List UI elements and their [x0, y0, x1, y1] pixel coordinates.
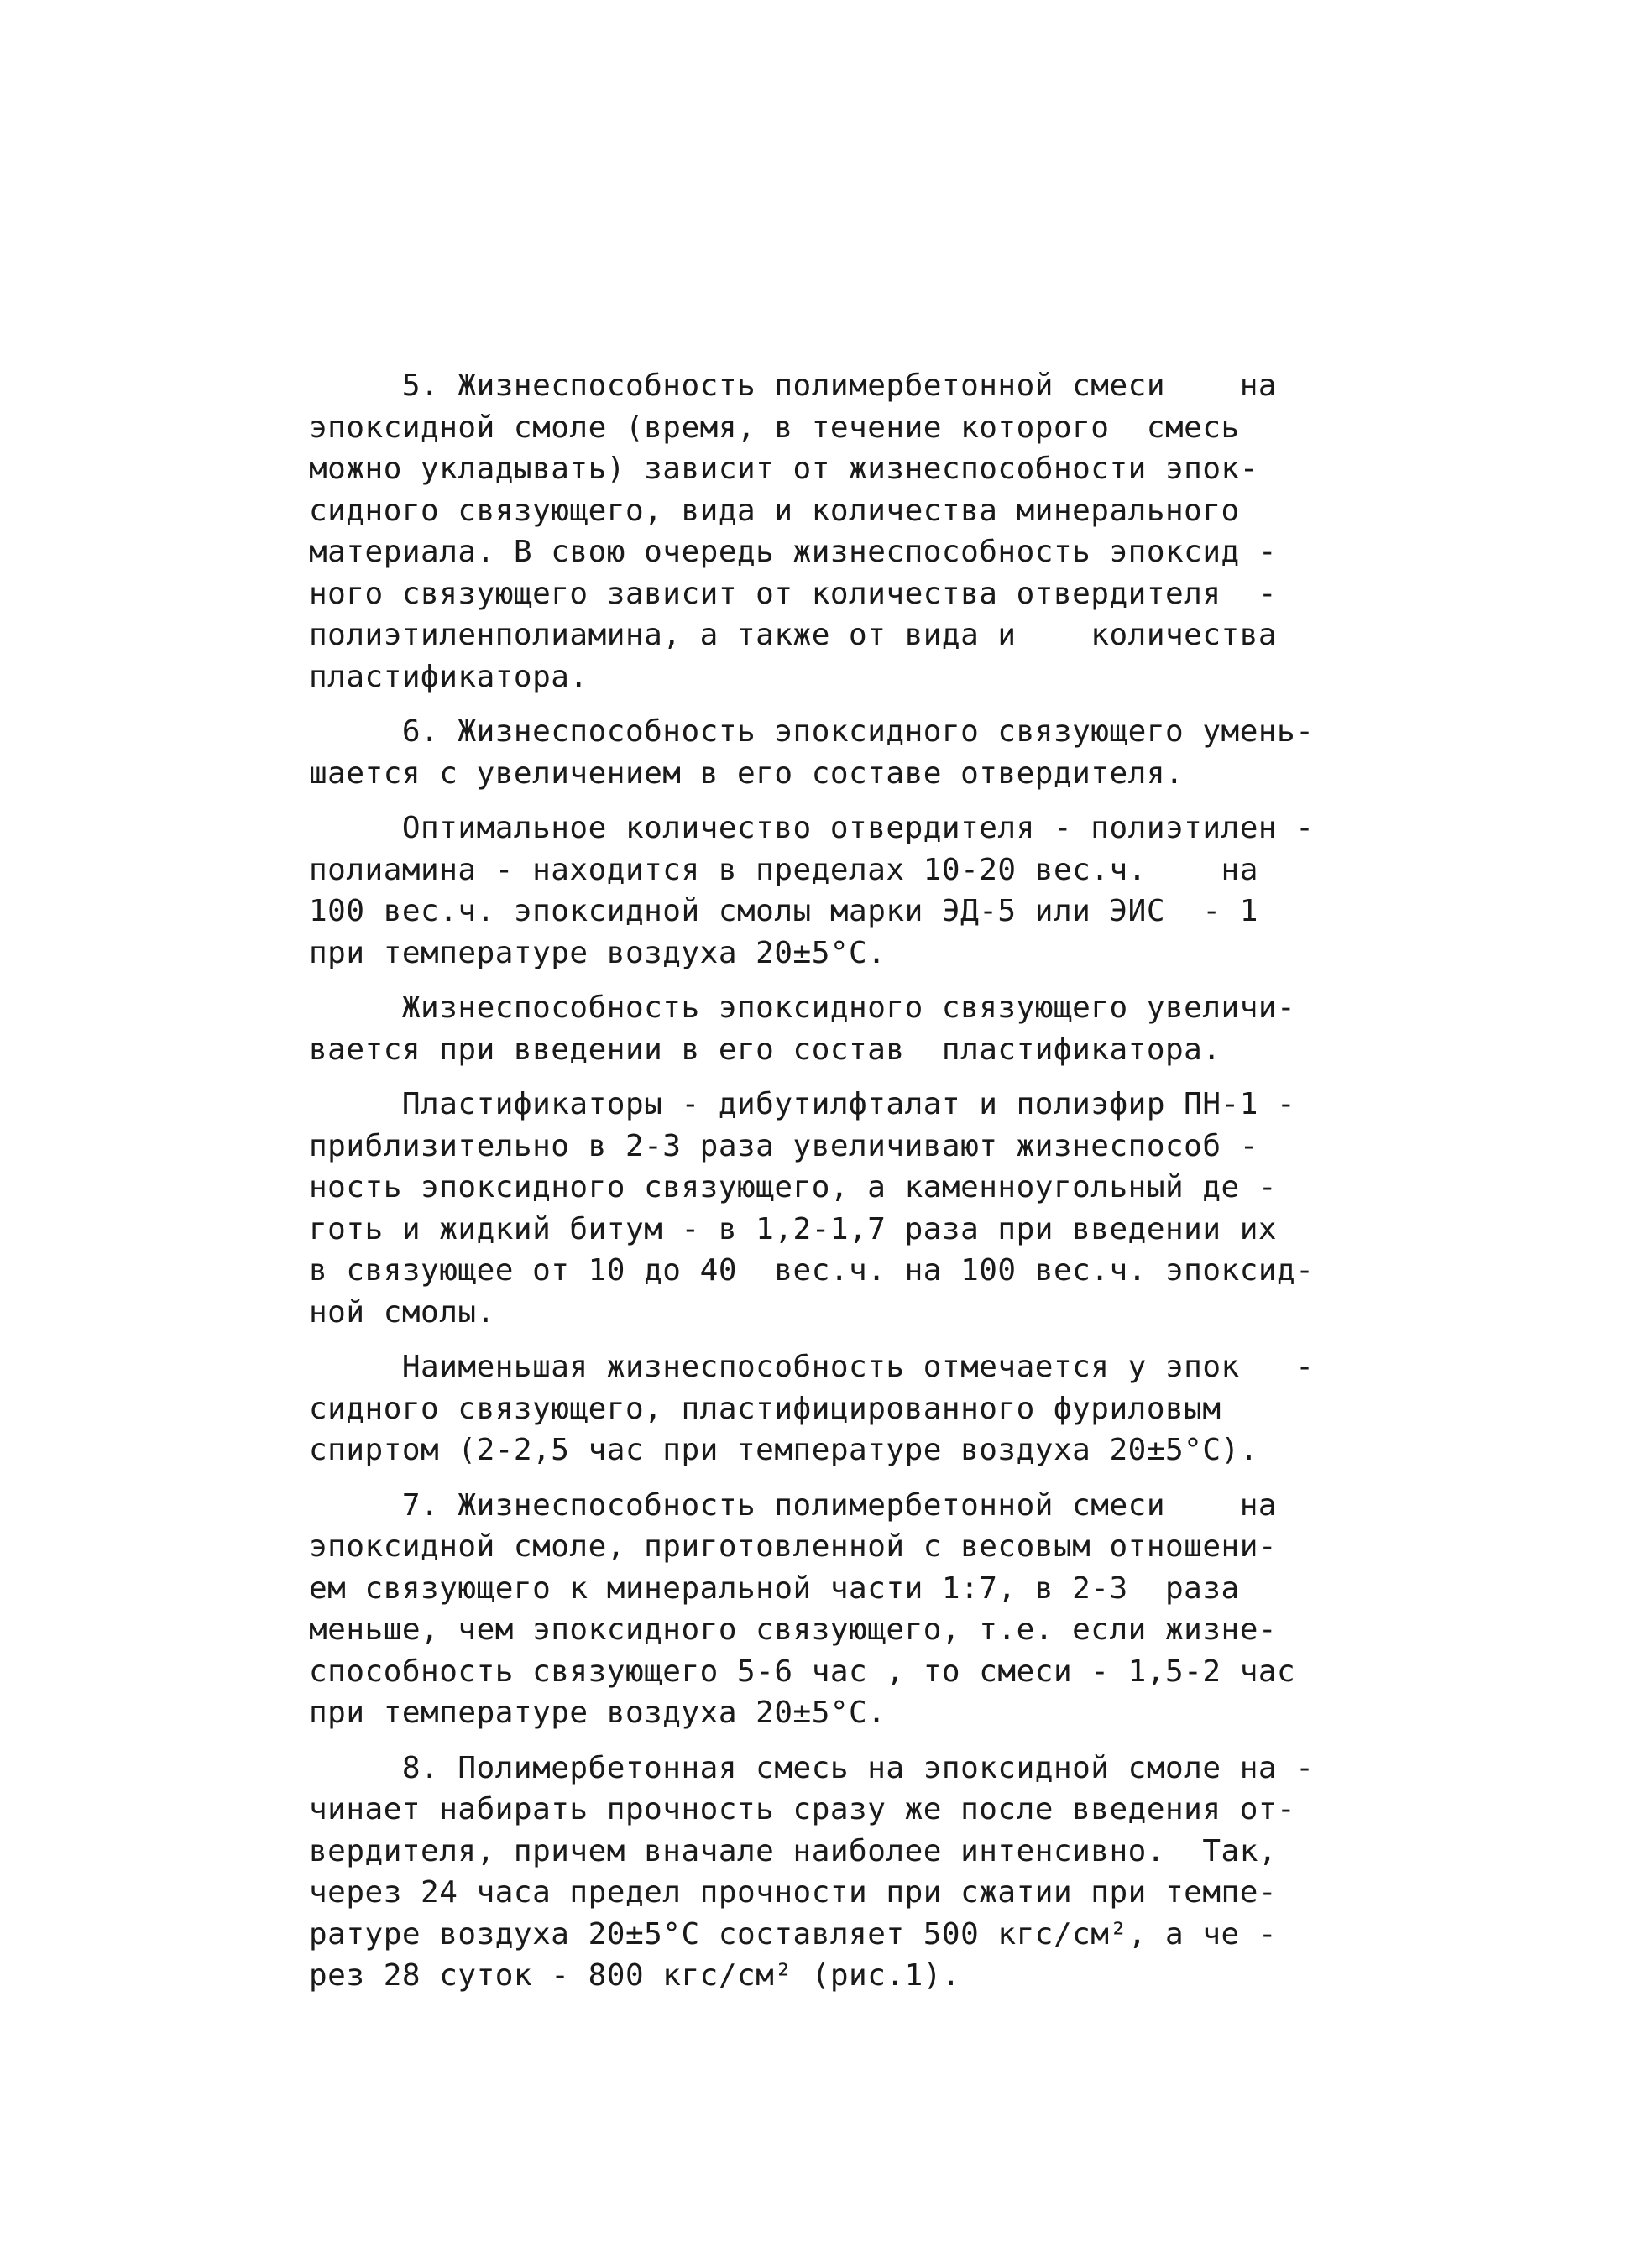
text-line: при температуре воздуха 20±5°С. — [309, 935, 886, 970]
paragraph — [309, 711, 1400, 794]
text-line: эпоксидной смоле, приготовленной с весовым отношени- — [309, 1529, 1278, 1564]
text-line: ной смолы. — [309, 1294, 495, 1330]
paragraph — [309, 1748, 1400, 1997]
text-line: 8. Полимербетонная смесь на эпоксидной смоле на - — [309, 1750, 1315, 1785]
text-line: полиамина - находится в пределах 10-20 вес.ч. на — [309, 852, 1258, 887]
text-line: полиэтиленполиамина, а также от вида и количества — [309, 618, 1278, 652]
text-line: через 24 часа предел прочности при сжатии при темпе- — [309, 1875, 1278, 1910]
text-line: готь и жидкий битум - в 1,2-1,7 раза при введении их — [309, 1211, 1278, 1246]
text-line: приблизительно в 2-3 раза увеличивают жизнеспособ - — [309, 1128, 1258, 1163]
paragraph — [309, 1084, 1400, 1333]
text-line: способность связующего 5-6 час , то смеси - 1,5-2 час — [309, 1654, 1296, 1689]
text-line: вается при введении в его состав пластификатора. — [309, 1032, 1221, 1067]
text-line: можно укладывать) зависит от жизнеспособности эпок- — [309, 452, 1258, 486]
paragraph — [309, 1346, 1400, 1471]
body-text — [309, 365, 1400, 1997]
text-line: ного связующего зависит от количества отвердителя - — [309, 576, 1278, 611]
text-line: ем связующего к минеральной части 1:7, в 2-3 раза — [309, 1570, 1240, 1606]
paragraph — [309, 1485, 1400, 1734]
text-line: 6. Жизнеспособность эпоксидного связующего умень- — [309, 714, 1315, 749]
text-line: вердителя, причем вначале наиболее интенсивно. Так, — [309, 1833, 1278, 1868]
text-line: 7. Жизнеспособность полимербетонной смеси на — [309, 1487, 1278, 1523]
text-line: пластификатора. — [309, 659, 588, 694]
text-line: рез 28 суток - 800 кгс/см² (рис.1). — [309, 1958, 961, 1993]
paragraph — [309, 365, 1400, 698]
text-line: Наименьшая жизнеспособность отмечается у эпок - — [309, 1350, 1315, 1384]
text-line: шается с увеличением в его составе отвердителя. — [309, 755, 1185, 791]
text-line: ратуре воздуха 20±5°С составляет 500 кгс/см², а че - — [309, 1916, 1278, 1952]
text-line: чинает набирать прочность сразу же после введения от- — [309, 1792, 1296, 1826]
text-line: Оптимальное количество отвердителя - полиэтилен - — [309, 811, 1315, 845]
text-line: Жизнеспособность эпоксидного связующего увеличи- — [309, 990, 1296, 1025]
paragraph — [309, 807, 1400, 974]
text-line: Пластификаторы - дибутилфталат и полиэфир ПН-1 - — [309, 1087, 1296, 1121]
paragraph — [309, 987, 1400, 1070]
text-line: 5. Жизнеспособность полимербетонной смеси на — [309, 368, 1278, 403]
text-line: материала. В свою очередь жизнеспособность эпоксид - — [309, 535, 1278, 569]
text-line: спиртом (2-2,5 час при температуре воздуха 20±5°С). — [309, 1433, 1258, 1467]
text-line: при температуре воздуха 20±5°С. — [309, 1696, 886, 1730]
text-line: меньше, чем эпоксидного связующего, т.е. если жизне- — [309, 1612, 1278, 1647]
text-line: эпоксидной смоле (время, в течение которого смесь — [309, 410, 1240, 445]
text-line: сидного связующего, вида и количества минерального — [309, 493, 1240, 528]
text-line: ность эпоксидного связующего, а каменноугольный де - — [309, 1170, 1278, 1205]
text-line: сидного связующего, пластифицированного фуриловым — [309, 1391, 1221, 1426]
text-line: в связующее от 10 до 40 вес.ч. на 100 вес.ч. эпоксид- — [309, 1253, 1315, 1288]
text-line: 100 вес.ч. эпоксидной смолы марки ЭД-5 или ЭИС - 1 — [309, 894, 1258, 928]
